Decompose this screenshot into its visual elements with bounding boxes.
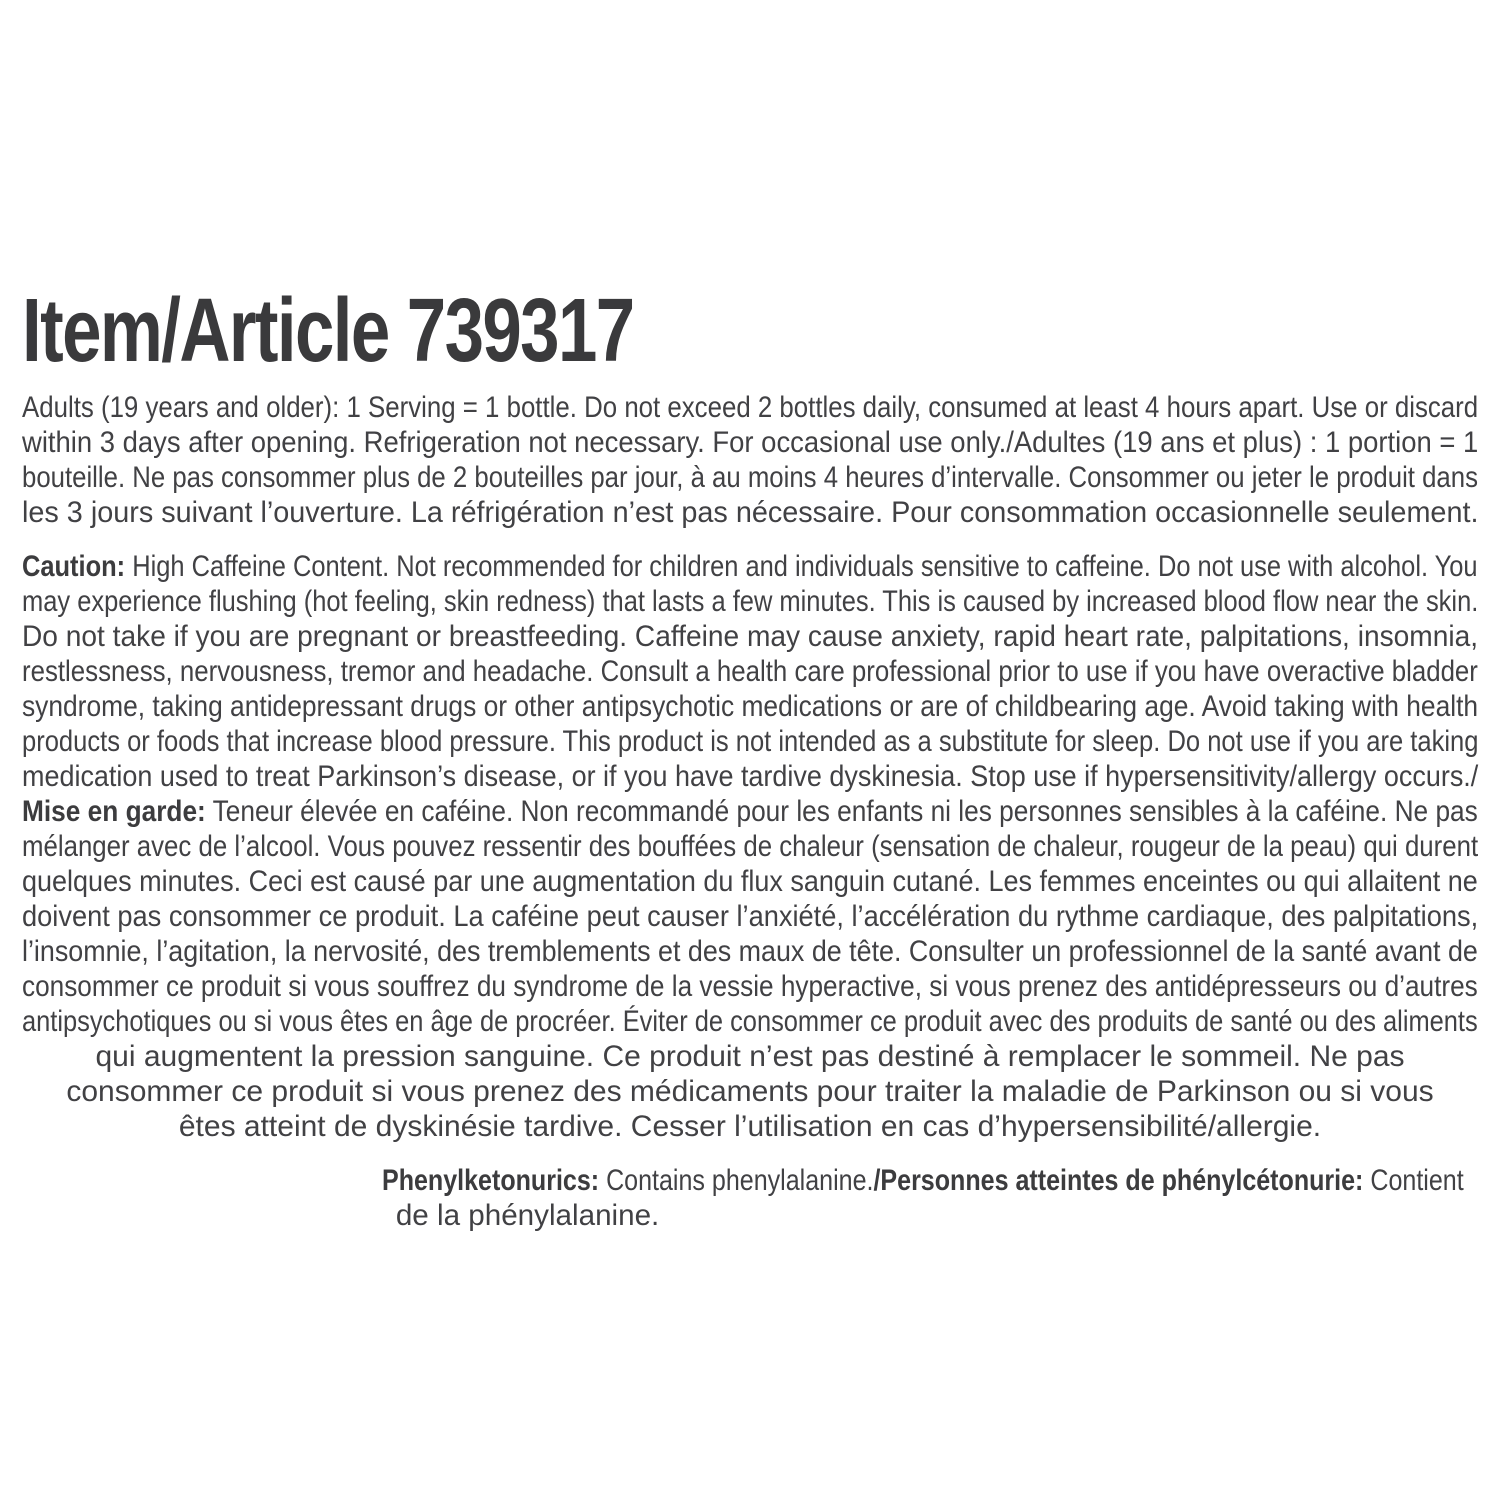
text-line: restlessness, nervousness, tremor and headache. Consult a health care professional prior to use if you have overactive bladder [22,655,1478,688]
caution-label-fr: Mise en garde: [22,795,206,828]
text-line: mélanger avec de l’alcool. Vous pouvez ressentir des bouffées de chaleur (sensation de chaleur, rougeur de la peau) qui durent [22,830,1479,863]
text-line: antipsychotiques ou si vous êtes en âge de procréer. Éviter de consommer ce produit avec des produits de santé ou des aliments [22,1005,1478,1038]
text-line: medication used to treat Parkinson’s disease, or if you have tardive dyskinesia. Stop use if hypersensitivity/allergy occurs./ [22,760,1479,793]
text-line: products or foods that increase blood pressure. This product is not intended as a substitute for sleep. Do not use if you are taking [22,725,1479,758]
phenylketonurics-line-rest: Contient [1363,1164,1464,1197]
phenylketonurics-line-rest: Contains phenylalanine. [599,1164,874,1197]
item-number-title: Item/Article 739317 [22,281,634,381]
text-line: les 3 jours suivant l’ouverture. La réfrigération n’est pas nécessaire. Pour consommation occasionnelle seulement. [22,496,1479,529]
caution-label-en: Caution: [22,550,126,583]
directions-text [22,390,1478,530]
phenylketonurics-text [22,1163,1478,1233]
phenylketonurics-label-en: Phenylketonurics: [382,1164,600,1197]
text-line: qui augmentent la pression sanguine. Ce produit n’est pas destiné à remplacer le sommeil. Ne pas [95,1040,1405,1073]
text-line [22,549,1478,584]
text-line: Adults (19 years and older): 1 Serving = 1 bottle. Do not exceed 2 bottles daily, consumed at least 4 hours apart. Use or discard [22,391,1479,424]
text-line: quelques minutes. Ceci est causé par une augmentation du flux sanguin cutané. Les femmes enceintes ou qui allaitent ne [22,865,1478,898]
phenylketonurics-label-fr: /Personnes atteintes de phénylcétonurie: [873,1164,1364,1197]
text-line [382,1163,1464,1198]
text-line [22,794,1478,829]
text-line: doivent pas consommer ce produit. La caféine peut causer l’anxiété, l’accélération du rythme cardiaque, des palpitations, [22,900,1479,933]
text-line: êtes atteint de dyskinésie tardive. Cesser l’utilisation en cas d’hypersensibilité/allergie. [178,1110,1322,1143]
text-line: bouteille. Ne pas consommer plus de 2 bouteilles par jour, à au moins 4 heures d’intervalle. Consommer ou jeter le produit dans [22,461,1478,494]
text-line: syndrome, taking antidepressant drugs or other antipsychotic medications or are of childbearing age. Avoid taking with health [22,690,1479,723]
caution-line-rest: High Caffeine Content. Not recommended for children and individuals sensitive to caffeine. Do not use with alcohol. You [125,550,1478,583]
text-line: may experience flushing (hot feeling, skin redness) that lasts a few minutes. This is caused by increased blood flow near the skin. [22,585,1479,618]
text-line: l’insomnie, l’agitation, la nervosité, des tremblements et des maux de tête. Consulter un professionnel de la santé avant de [22,935,1478,968]
text-line: consommer ce produit si vous souffrez du syndrome de la vessie hyperactive, si vous prenez des antidépresseurs ou d’autres [22,970,1478,1003]
text-line: de la phénylalanine. [395,1199,660,1232]
text-line: consommer ce produit si vous prenez des médicaments pour traiter la maladie de Parkinson ou si vous [66,1075,1434,1108]
text-line: Do not take if you are pregnant or breastfeeding. Caffeine may cause anxiety, rapid heart rate, palpitations, insomnia, [22,620,1479,653]
caution-text [22,549,1478,1144]
caution-text-centered-tail [22,1039,1478,1144]
caution-line-rest: Teneur élevée en caféine. Non recommandé pour les enfants ni les personnes sensibles à la caféine. Ne pas [205,795,1478,828]
text-line: within 3 days after opening. Refrigeration not necessary. For occasional use only./Adultes (19 ans et plus) : 1 portion = 1 [22,426,1479,459]
